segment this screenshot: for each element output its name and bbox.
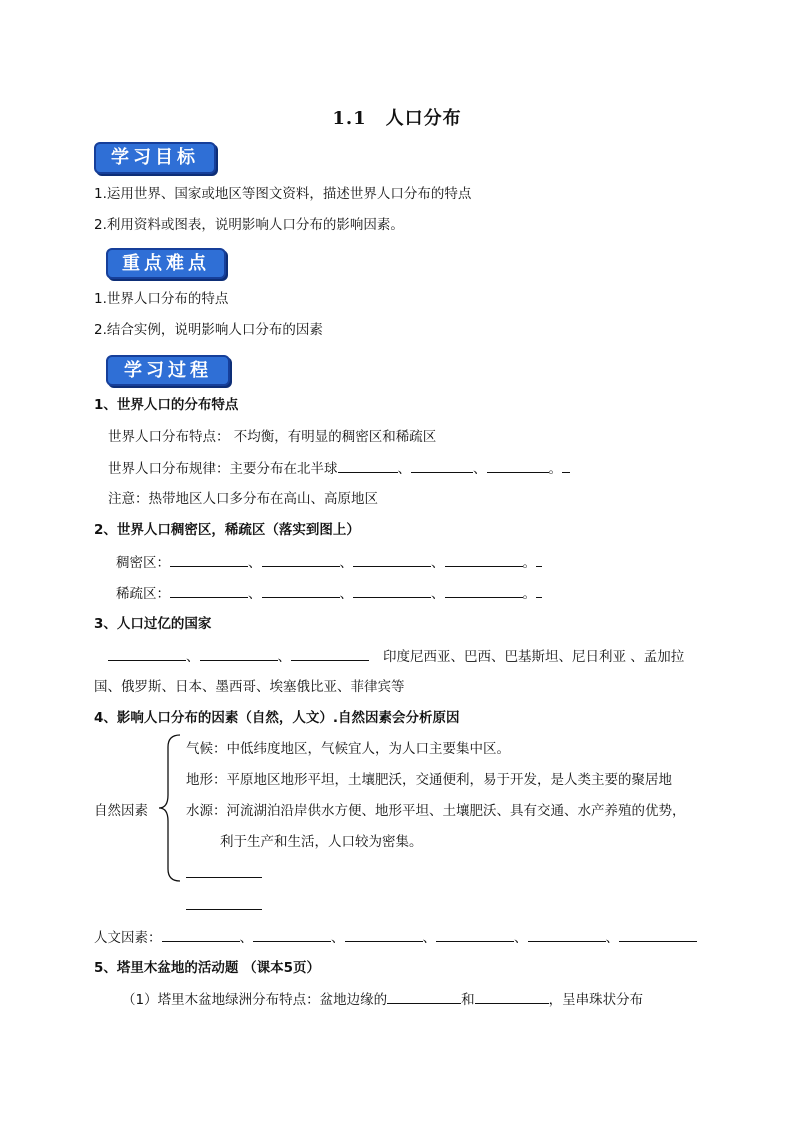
separator: 、	[473, 461, 487, 477]
answer-blank[interactable]	[200, 647, 278, 661]
q2-dense-line	[116, 553, 542, 572]
answer-blank[interactable]	[528, 928, 606, 942]
q5-item-1-end: ，呈串珠状分布	[548, 992, 644, 1008]
answer-blank[interactable]	[162, 928, 240, 942]
q4-heading: 4、影响人口分布的因素（自然，人文）.自然因素会分析原因	[94, 710, 460, 726]
answer-blank[interactable]	[338, 459, 398, 473]
q3-line-1-text: 印度尼西亚、巴西、巴基斯坦、尼日利亚 、孟加拉	[383, 649, 685, 665]
underline-tail	[536, 553, 542, 567]
q4-natural-label: 自然因素	[94, 803, 148, 819]
answer-blank[interactable]	[262, 553, 340, 567]
separator: 、	[248, 555, 262, 571]
q2-sparse-label: 稀疏区：	[116, 586, 170, 602]
q2-heading: 2、世界人口稠密区，稀疏区（落实到图上）	[94, 522, 360, 538]
separator: 、	[397, 461, 411, 477]
q1-rule-prefix: 世界人口分布规律：主要分布在北半球	[108, 461, 338, 477]
answer-blank[interactable]	[619, 928, 697, 942]
q2-sparse-line	[116, 584, 542, 603]
sentence-end: 。	[522, 555, 536, 571]
q1-feature: 世界人口分布特点： 不均衡，有明显的稠密区和稀疏区	[108, 429, 437, 445]
q5-heading: 5、塔里木盆地的活动题 （课本5页）	[94, 960, 320, 976]
answer-blank[interactable]	[487, 459, 549, 473]
answer-blank[interactable]	[353, 584, 431, 598]
answer-blank[interactable]	[445, 553, 523, 567]
section-badge-objectives: 学习目标	[94, 142, 216, 174]
separator: 、	[422, 930, 436, 946]
sentence-end: 。	[522, 586, 536, 602]
q4-climate: 气候：中低纬度地区，气候宜人，为人口主要集中区。	[186, 741, 510, 757]
separator: 、	[514, 930, 528, 946]
separator: 、	[239, 930, 253, 946]
answer-blank[interactable]	[108, 647, 186, 661]
answer-blank[interactable]	[475, 990, 549, 1004]
section-badge-keypoints: 重点难点	[106, 248, 226, 279]
q1-heading: 1、世界人口的分布特点	[94, 397, 239, 413]
q3-line-1	[108, 647, 684, 666]
answer-blank[interactable]	[291, 647, 369, 661]
q5-item-1-prefix: （1）塔里木盆地绿洲分布特点：盆地边缘的	[122, 992, 388, 1008]
keypoint-item-1: 1.世界人口分布的特点	[94, 291, 229, 307]
separator: 、	[431, 555, 445, 571]
answer-blank[interactable]	[262, 584, 340, 598]
keypoint-item-2: 2.结合实例，说明影响人口分布的因素	[94, 322, 323, 338]
q4-terrain: 地形：平原地区地形平坦，土壤肥沃，交通便利，易于开发，是人类主要的聚居地	[186, 772, 672, 788]
underline-tail	[562, 459, 570, 473]
answer-blank[interactable]	[353, 553, 431, 567]
answer-blank[interactable]	[186, 877, 262, 878]
underline-tail	[536, 584, 542, 598]
answer-blank[interactable]	[387, 990, 461, 1004]
separator: 、	[331, 930, 345, 946]
answer-blank[interactable]	[170, 553, 248, 567]
separator: 、	[339, 586, 353, 602]
q5-item-1-mid: 和	[461, 992, 475, 1008]
separator: 、	[605, 930, 619, 946]
q1-rule-line	[108, 459, 570, 478]
objective-item-2: 2.利用资料或图表，说明影响人口分布的影响因素。	[94, 217, 404, 233]
sentence-end: 。	[548, 461, 562, 477]
q4-human-line	[94, 928, 697, 947]
q4-water-2: 利于生产和生活，人口较为密集。	[220, 834, 423, 850]
section-badge-process: 学习过程	[106, 355, 230, 386]
q4-human-label: 人文因素：	[94, 930, 162, 946]
answer-blank[interactable]	[411, 459, 473, 473]
separator: 、	[248, 586, 262, 602]
separator: 、	[186, 649, 200, 665]
answer-blank[interactable]	[445, 584, 523, 598]
curly-brace-icon	[158, 733, 182, 883]
separator: 、	[431, 586, 445, 602]
answer-blank[interactable]	[253, 928, 331, 942]
objective-item-1: 1.运用世界、国家或地区等图文资料，描述世界人口分布的特点	[94, 186, 472, 202]
separator: 、	[339, 555, 353, 571]
q1-note: 注意：热带地区人口多分布在高山、高原地区	[108, 491, 378, 507]
q3-line-2: 国、俄罗斯、日本、墨西哥、埃塞俄比亚、菲律宾等	[94, 679, 405, 695]
answer-blank[interactable]	[170, 584, 248, 598]
q3-heading: 3、人口过亿的国家	[94, 616, 212, 632]
q5-item-1	[122, 990, 643, 1009]
q2-dense-label: 稠密区：	[116, 555, 170, 571]
page-title: 1.1 人口分布	[332, 108, 462, 129]
answer-blank[interactable]	[436, 928, 514, 942]
separator: 、	[277, 649, 291, 665]
answer-blank[interactable]	[345, 928, 423, 942]
q4-water-1: 水源：河流湖泊沿岸供水方便、地形平坦、土壤肥沃、具有交通、水产养殖的优势，	[186, 803, 686, 819]
answer-blank[interactable]	[186, 909, 262, 910]
